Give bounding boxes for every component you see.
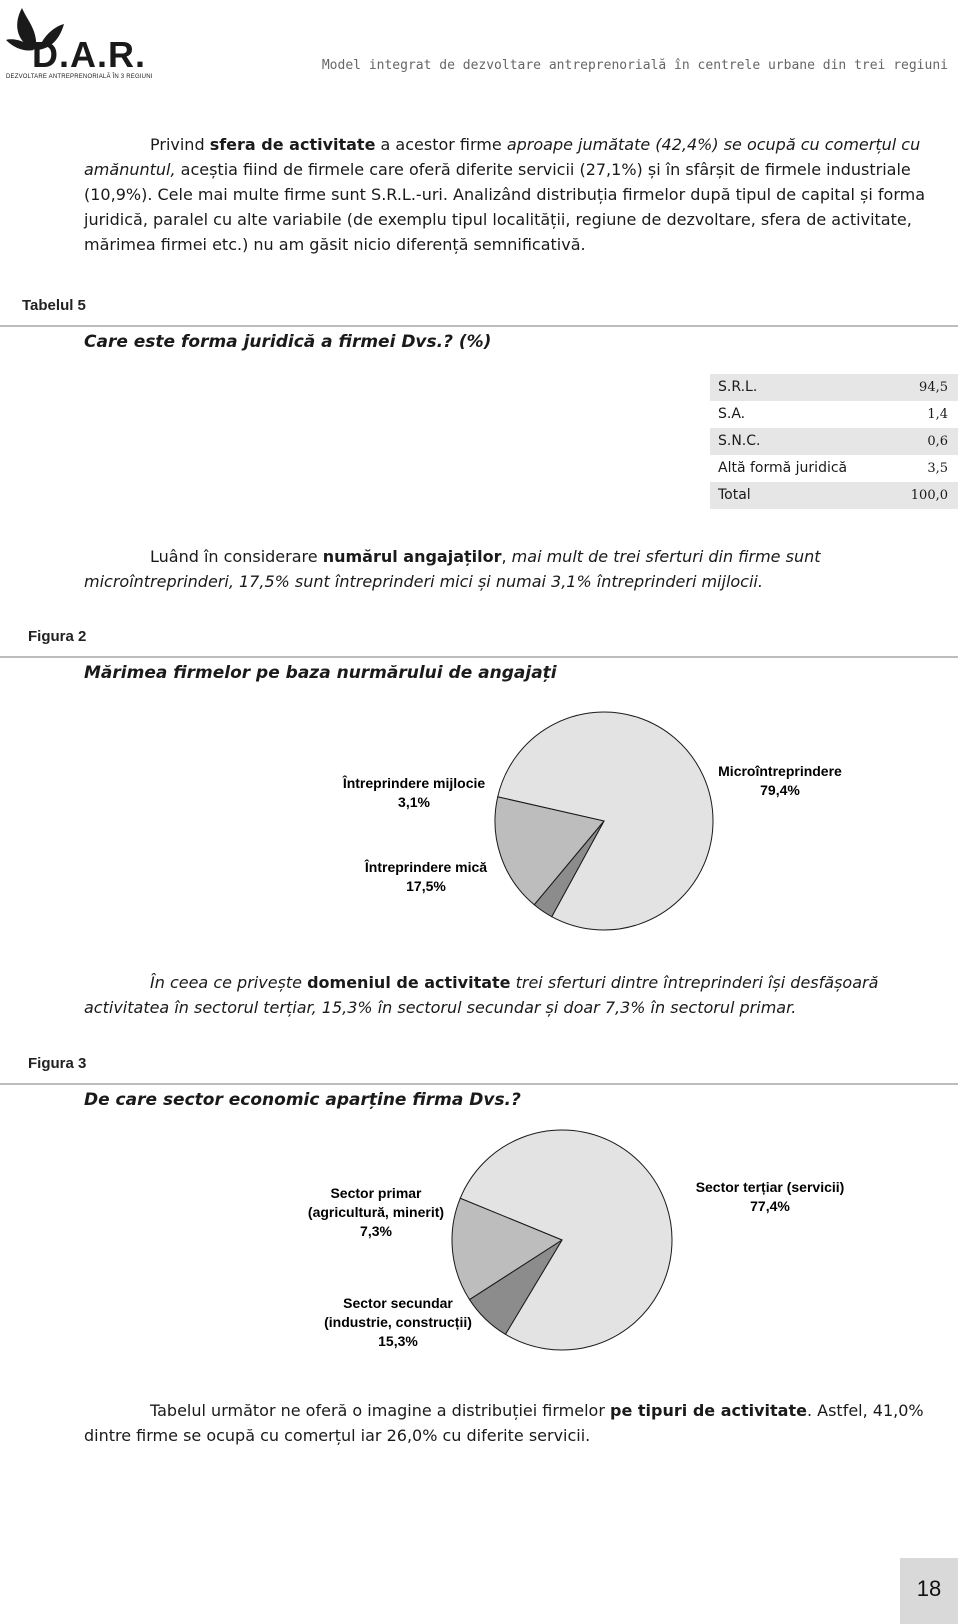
- emphasis: sfera de activitate: [209, 135, 376, 154]
- company-size-pie-chart: [300, 706, 842, 946]
- divider: [0, 656, 958, 658]
- logo: [2, 2, 153, 88]
- row-value: 3,5: [927, 461, 948, 476]
- table-title: Care este forma juridică a firmei Dvs.? (%): [84, 332, 492, 352]
- figure-title: De care sector economic aparține firma Dvs.?: [84, 1090, 521, 1110]
- emphasis: domeniul de activitate: [307, 973, 511, 992]
- row-value: 0,6: [927, 434, 948, 449]
- italic-text: aproape jumătate (42,4%) se ocupă cu comerțul cu amănuntul,: [84, 135, 921, 179]
- text: aceștia fiind de firmele care oferă diferite servicii (27,1%) și în sfârșit de firmele industriale (10,9%). Cele mai multe firme sunt S.R.L.-uri. Analizând distribuția firmelor după tipul de capital și forma juridică, paralel cu alte variabile (de exemplu tipul localității, regiune de dezvoltare, sfera de activitate, mărimea firmei etc.) nu am găsit nicio diferență semnificativă.: [84, 160, 925, 254]
- row-label: Altă formă juridică: [718, 460, 848, 476]
- row-value: 1,4: [927, 407, 948, 422]
- table-row: [710, 374, 958, 401]
- logo-subtitle: DEZVOLTARE ANTREPRENORIALĂ ÎN 3 REGIUNI: [6, 74, 153, 80]
- paragraph-employees: [84, 544, 959, 594]
- pie-slice-label: Întreprindere mică 17,5%: [364, 859, 488, 894]
- text: ,: [501, 547, 512, 566]
- logo-text: D.A.R.: [32, 34, 146, 75]
- legal-form-table: [710, 374, 958, 509]
- text: Privind: [150, 135, 210, 154]
- figure-label: Figura 3: [28, 1055, 87, 1072]
- row-label: S.N.C.: [718, 433, 761, 449]
- table-row: [710, 428, 958, 455]
- table-row: [710, 482, 958, 509]
- pie-slice-label: Sector primar (agricultură, minerit) 7,3%: [307, 1185, 445, 1239]
- text: a acestor firme: [375, 135, 507, 154]
- row-value: 94,5: [919, 380, 948, 395]
- row-label: S.R.L.: [718, 379, 758, 395]
- pie-slice-label: Sector secundar (industrie, construcții) 15,3%: [324, 1295, 472, 1349]
- italic-text: mai mult de trei sferturi din firme sunt microîntreprinderi, 17,5% sunt întreprinderi mici și numai 3,1% întreprinderi mijlocii.: [84, 547, 821, 591]
- text: . Astfel, 41,0% dintre firme se ocupă cu comerțul iar 26,0% cu diferite servicii.: [84, 1401, 924, 1445]
- pie-slice-label: Sector terțiar (servicii) 77,4%: [695, 1179, 845, 1214]
- table-row: [710, 401, 958, 428]
- row-label: S.A.: [718, 406, 746, 422]
- emphasis: numărul angajaților: [322, 547, 502, 566]
- figure-label: Figura 2: [28, 628, 87, 645]
- paragraph-activity-types: [84, 1398, 959, 1448]
- page-number-box: [900, 1558, 958, 1624]
- row-value: 100,0: [910, 488, 948, 503]
- figure-title: Mărimea firmelor pe baza nurmărului de angajați: [84, 663, 557, 683]
- emphasis: pe tipuri de activitate: [610, 1401, 807, 1420]
- text: Tabelul următor ne oferă o imagine a distribuției firmelor: [150, 1401, 611, 1420]
- divider: [0, 325, 958, 327]
- economic-sector-pie-chart: [290, 1130, 850, 1370]
- table-label: Tabelul 5: [22, 297, 86, 314]
- page-number: 18: [916, 1576, 942, 1601]
- pie-slice-label: Întreprindere mijlocie 3,1%: [342, 775, 486, 810]
- paragraph-sector: [84, 970, 959, 1020]
- row-label: Total: [718, 487, 751, 503]
- divider: [0, 1083, 958, 1085]
- running-title: Model integrat de dezvoltare antreprenorială în centrele urbane din trei regiuni: [321, 58, 948, 73]
- pie-slice-label: Microîntreprindere 79,4%: [718, 763, 842, 798]
- text: Luând în considerare: [150, 547, 323, 566]
- italic-text: trei sferturi dintre întreprinderi își desfășoară activitatea în sectorul terțiar, 15,3% în sectorul secundar și doar 7,3% în sectorul primar.: [84, 973, 879, 1017]
- paragraph-legal-intro: [84, 132, 959, 257]
- italic-text: În ceea ce privește: [150, 973, 308, 992]
- table-row: [710, 455, 958, 482]
